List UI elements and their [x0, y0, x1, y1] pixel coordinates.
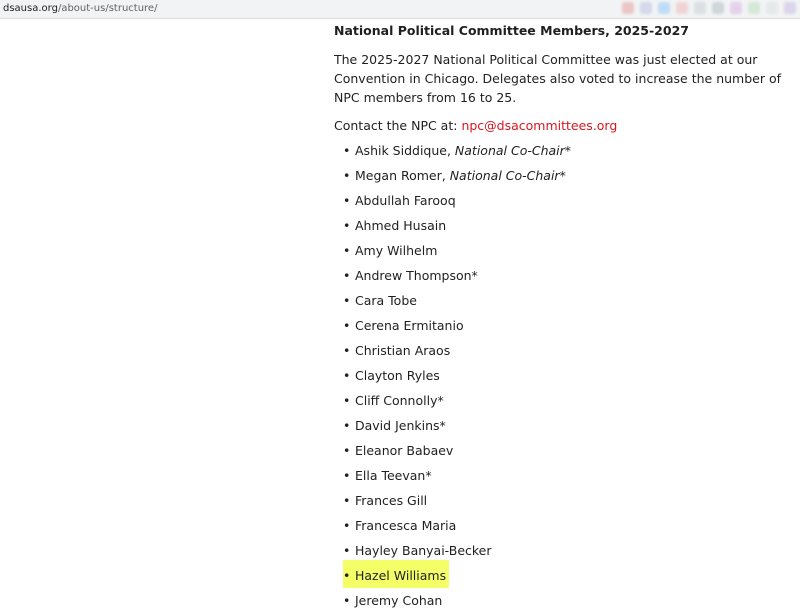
member-name	[355, 143, 571, 158]
bullet-icon: •	[343, 293, 351, 308]
member-name	[355, 293, 417, 308]
bullet-icon: •	[343, 468, 351, 483]
extension-icon[interactable]	[730, 2, 742, 14]
bullet-icon: •	[343, 443, 351, 458]
member-list-item	[334, 466, 794, 491]
member-name-text: Francesca Maria	[355, 518, 457, 533]
member-list-item	[334, 391, 794, 416]
member-name-text: Ella Teevan*	[355, 468, 432, 483]
member-suffix: *	[559, 168, 566, 183]
bullet-icon: •	[343, 593, 351, 608]
member-name	[355, 468, 432, 483]
extension-icon[interactable]	[766, 2, 778, 14]
member-list-item	[334, 191, 794, 216]
member-name	[355, 218, 446, 233]
member-name	[355, 568, 446, 583]
member-name-text: Megan Romer,	[355, 168, 450, 183]
url-path: /about-us/structure/	[57, 3, 158, 14]
bullet-icon: •	[343, 518, 351, 533]
member-name-text: Christian Araos	[355, 343, 451, 358]
member-name-text: Cara Tobe	[355, 293, 417, 308]
extension-icon[interactable]	[694, 2, 706, 14]
contact-email-link[interactable]: npc@dsacommittees.org	[461, 118, 618, 133]
member-list-item	[334, 441, 794, 466]
bullet-icon: •	[343, 268, 351, 283]
contact-label: Contact the NPC at:	[334, 118, 462, 133]
member-role: National Co-Chair	[454, 143, 565, 158]
address-bar[interactable]	[0, 0, 800, 19]
section-heading: National Political Committee Members, 2025-2027	[334, 23, 689, 38]
member-name	[355, 393, 444, 408]
member-list-item	[334, 416, 794, 441]
member-name-text: Hazel Williams	[355, 568, 447, 583]
extension-icon[interactable]	[640, 2, 652, 14]
bullet-icon: •	[343, 168, 351, 183]
member-name	[355, 193, 456, 208]
member-name	[355, 318, 464, 333]
member-name-text: Eleanor Babaev	[355, 443, 454, 458]
member-list-item	[334, 516, 794, 541]
member-list-item	[334, 141, 794, 166]
bullet-icon: •	[343, 343, 351, 358]
member-name	[355, 493, 427, 508]
member-list-item	[334, 491, 794, 516]
member-list-item	[334, 241, 794, 266]
bullet-icon: •	[343, 143, 351, 158]
member-name-text: Ahmed Husain	[355, 218, 447, 233]
member-name-text: Frances Gill	[355, 493, 428, 508]
extension-icon[interactable]	[712, 2, 724, 14]
extension-icon[interactable]	[676, 2, 688, 14]
member-name-text: Cerena Ermitanio	[355, 318, 464, 333]
member-name-text: Jeremy Cohan	[355, 593, 443, 608]
member-name-text: Cliff Connolly*	[355, 393, 444, 408]
member-list-item	[334, 316, 794, 341]
member-list-item	[334, 266, 794, 291]
bullet-icon: •	[343, 318, 351, 333]
member-name-text: Hayley Banyai-Becker	[355, 543, 492, 558]
member-name	[355, 168, 566, 183]
bullet-icon: •	[343, 543, 351, 558]
member-name-text: David Jenkins*	[355, 418, 446, 433]
bullet-icon: •	[343, 568, 351, 583]
bullet-icon: •	[343, 218, 351, 233]
member-name	[355, 268, 478, 283]
member-name-text: Ashik Siddique,	[355, 143, 455, 158]
member-name	[355, 418, 446, 433]
bullet-icon: •	[343, 368, 351, 383]
url-text[interactable]	[3, 3, 157, 15]
member-role: National Co-Chair	[449, 168, 560, 183]
bullet-icon: •	[343, 493, 351, 508]
member-list-item	[334, 291, 794, 316]
extension-icon[interactable]	[658, 2, 670, 14]
member-name-text: Abdullah Farooq	[355, 193, 456, 208]
member-name	[355, 343, 450, 358]
contact-line	[334, 116, 794, 135]
bullet-icon: •	[343, 418, 351, 433]
member-suffix: *	[564, 143, 572, 158]
member-list-item	[334, 341, 794, 366]
bullet-icon: •	[343, 193, 351, 208]
intro-paragraph: The 2025-2027 National Political Committee was just elected at our Convention in Chicago. Delegates also voted to increase the number of NPC members from 16 to 25.	[334, 52, 781, 105]
member-name-text: Andrew Thompson*	[355, 268, 478, 283]
member-name-text: Amy Wilhelm	[355, 243, 438, 258]
member-name	[355, 593, 442, 608]
member-list-item	[334, 216, 794, 241]
extension-icon[interactable]	[748, 2, 760, 14]
member-list-item	[334, 166, 794, 191]
member-name	[355, 368, 440, 383]
bullet-icon: •	[343, 243, 351, 258]
extension-icon[interactable]	[784, 2, 796, 14]
url-domain: dsausa.org	[3, 3, 58, 14]
extension-icon[interactable]	[622, 2, 634, 14]
member-name-text: Clayton Ryles	[355, 368, 440, 383]
main-content	[334, 19, 794, 616]
bullet-icon: •	[343, 393, 351, 408]
extension-icons	[622, 2, 796, 16]
member-list-item	[334, 566, 794, 591]
member-list	[334, 141, 794, 616]
member-name	[355, 443, 453, 458]
member-name	[355, 243, 437, 258]
member-list-item	[334, 366, 794, 391]
member-name	[355, 543, 492, 558]
member-name	[355, 518, 456, 533]
